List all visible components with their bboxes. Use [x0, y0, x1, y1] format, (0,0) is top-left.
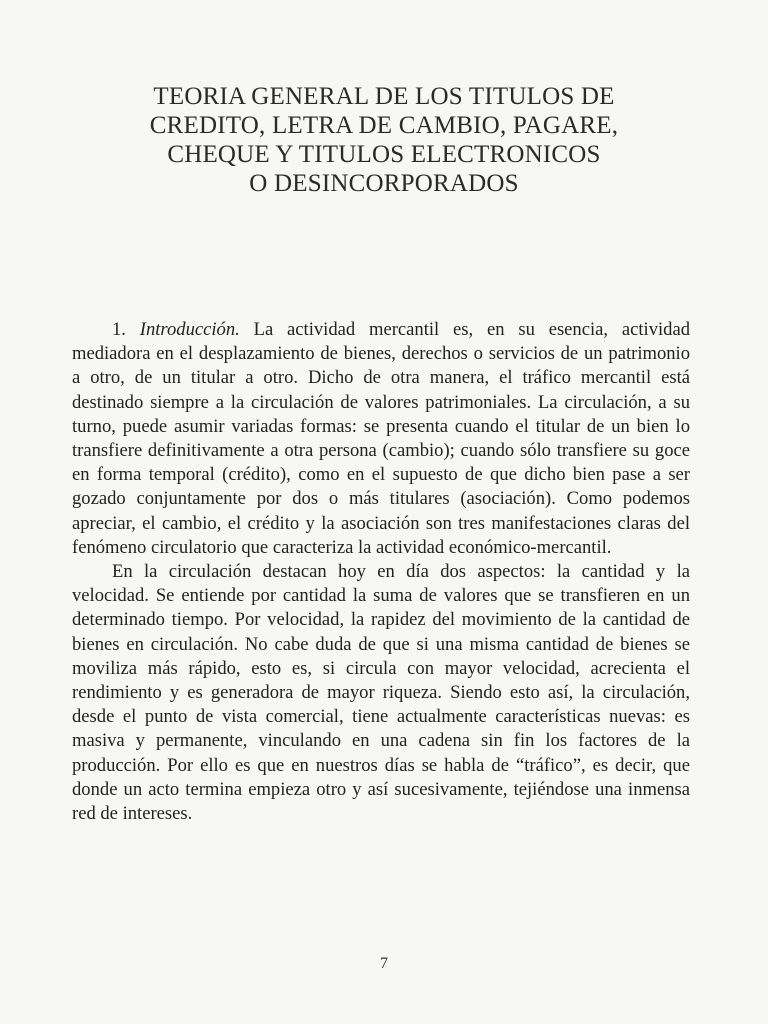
title-line-4: O DESINCORPORADOS [249, 170, 519, 197]
page-number: 7 [380, 955, 388, 972]
title-line-2: CREDITO, LETRA DE CAMBIO, PAGARE, [149, 112, 619, 139]
paragraph-2: En la circulación destacan hoy en día dos aspectos: la cantidad y la velocidad. Se entiende por cantidad la suma de valores que se transfieren en un determinado tiempo. Por velocidad, la rapidez del movimiento de la cantidad de bienes en circulación. No cabe duda de que si una misma cantidad de bienes se moviliza más rápido, esto es, si circula con mayor velocidad, acrecienta el rendimiento y es generadora de mayor riqueza. Siendo esto así, la circulación, desde el punto de vista comercial, tiene actualmente características nuevas: es masiva y permanente, vinculando en una cadena sin fin los factores de la producción. Por ello es que en nuestros días se habla de “tráfico”, es decir, que donde un acto termina empieza otro y así sucesivamente, tejiéndose una inmensa red de intereses. [72, 561, 690, 825]
paragraph-1 [72, 318, 690, 560]
section-number: 1. [112, 319, 126, 340]
chapter-title [80, 82, 688, 198]
title-line-3: CHEQUE Y TITULOS ELECTRONICOS [167, 141, 601, 168]
body-text [72, 318, 690, 826]
section-heading: Introducción. [139, 319, 240, 340]
title-line-1: TEORIA GENERAL DE LOS TITULOS DE [153, 83, 615, 110]
paragraph-1-text: La actividad mercantil es, en su esencia, actividad mediadora en el desplazamiento de bienes, derechos o servicios de un patrimonio a otro, de un titular a otro. Dicho de otra manera, el tráfico mercantil está destinado siempre a la circulación de valores patrimoniales. La circulación, a su turno, puede asumir variadas formas: se presenta cuando el titular de un bien lo transfiere definitivamente a otra persona (cambio); cuando sólo transfiere su goce en forma temporal (crédito), como en el supuesto de que dicho bien pase a ser gozado conjuntamente por dos o más titulares (asociación). Como podemos apreciar, el cambio, el crédito y la asociación son tres manifestaciones claras del fenómeno circulatorio que caracteriza la actividad económico-mercantil. [72, 319, 691, 558]
